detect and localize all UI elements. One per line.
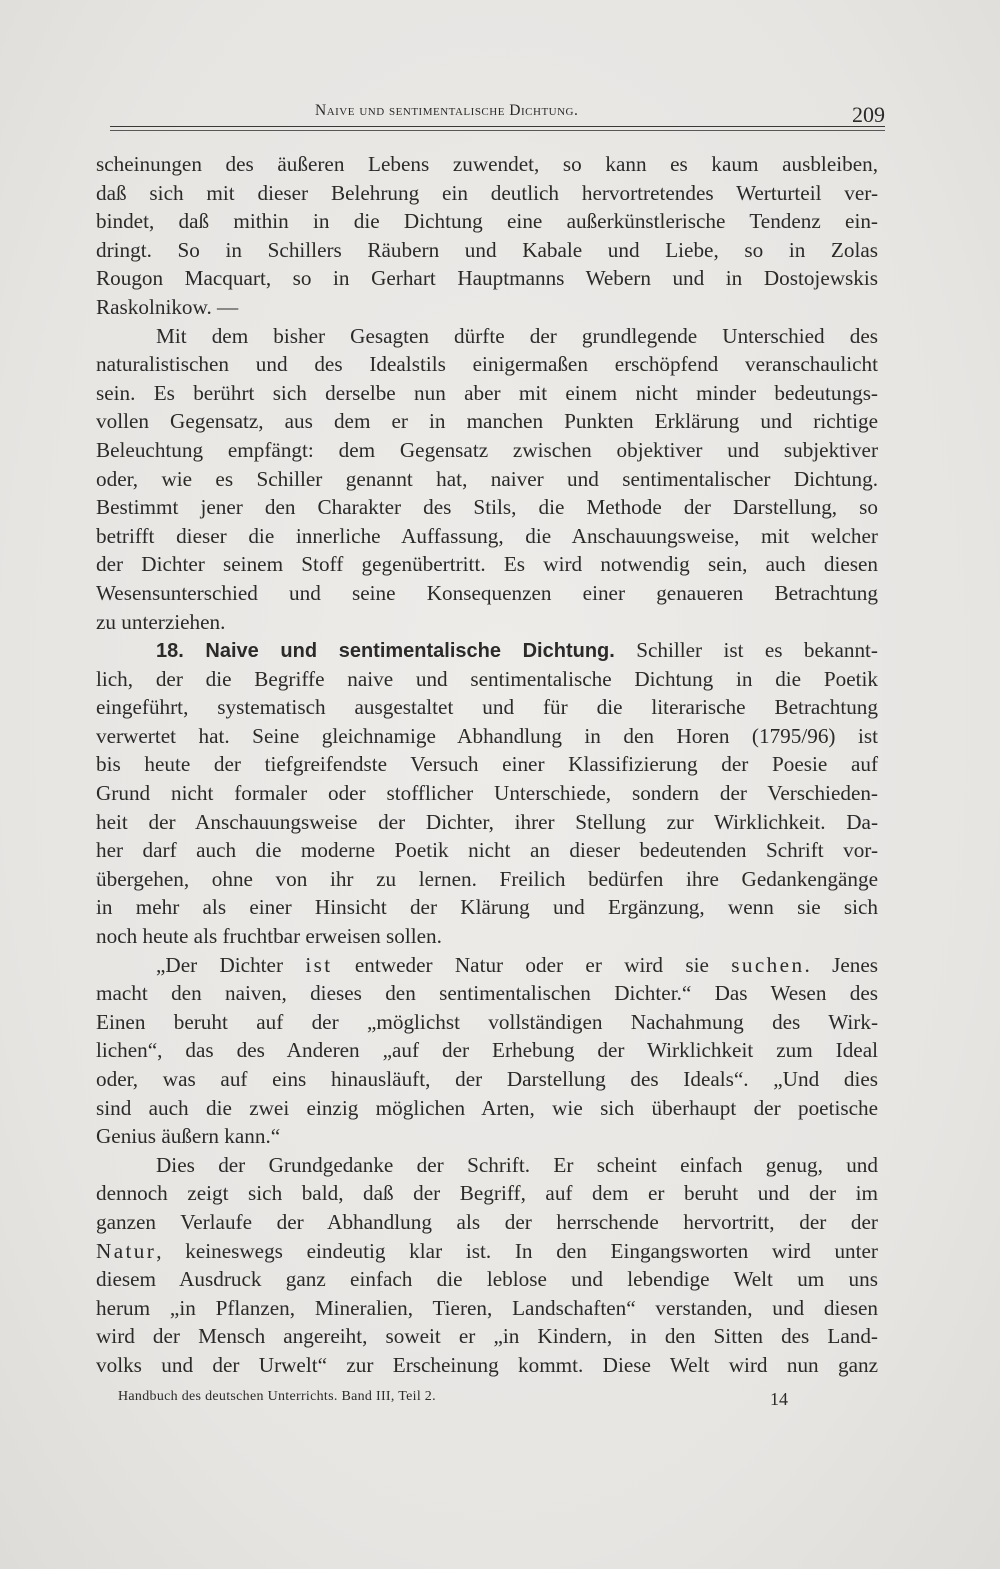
page-number: 209 bbox=[852, 102, 885, 127]
text-line: Wesensunterschied und seine Konsequenzen einer genaueren Betrachtung bbox=[96, 580, 878, 605]
text-line: vollen Gegensatz, aus dem er in manchen Punkten Erklärung und richtige bbox=[96, 409, 878, 434]
text-line: sind auch die zwei einzig möglichen Arten, wie sich überhaupt der poetische bbox=[96, 1095, 878, 1120]
section-heading: 18. Naive und sentimentalische Dichtung. bbox=[156, 640, 615, 663]
text-line: der Dichter seinem Stoff gegenübertritt. Es wird notwendig sein, auch diesen bbox=[96, 552, 878, 577]
section-heading-rest: Schiller ist es bekannt- bbox=[614, 638, 878, 663]
text-line: diesem Ausdruck ganz einfach die leblose und lebendige Welt um uns bbox=[96, 1267, 878, 1292]
text-line: bis heute der tiefgreifendste Versuch einer Klassifizierung der Poesie auf bbox=[96, 752, 878, 777]
text-line: oder, wie es Schiller genannt hat, naiver und sentimentalischer Dichtung. bbox=[96, 466, 878, 491]
section-heading-line bbox=[96, 636, 878, 665]
text-line: volks und der Urwelt“ zur Erscheinung kommt. Diese Welt wird nun ganz bbox=[96, 1352, 878, 1377]
text-line: heit der Anschauungsweise der Dichter, ihrer Stellung zur Wirklichkeit. Da- bbox=[96, 809, 878, 834]
text-line: Genius äußern kann.“ bbox=[96, 1124, 281, 1149]
text-line: daß sich mit dieser Belehrung ein deutlich hervortretendes Werturteil ver- bbox=[96, 180, 878, 205]
text-line: Raskolnikow. — bbox=[96, 294, 239, 319]
text-line: lichen“, das des Anderen „auf der Erhebung der Wirklichkeit zum Ideal bbox=[96, 1038, 878, 1063]
header-rule-secondary bbox=[110, 130, 885, 131]
text-line: bindet, daß mithin in die Dichtung eine außerkünstlerische Tendenz ein- bbox=[96, 209, 878, 234]
text-line: Bestimmt jener den Charakter des Stils, die Methode der Darstellung, so bbox=[96, 495, 878, 520]
quote-text: entweder Natur oder er wird sie bbox=[332, 952, 732, 977]
text-line: noch heute als fruchtbar erweisen sollen. bbox=[96, 924, 442, 949]
text-line: ganzen Verlaufe der Abhandlung als der herrschende hervortritt, der der bbox=[96, 1209, 878, 1234]
quote-text: . Jenes bbox=[804, 952, 878, 977]
text-line: lich, der die Begriffe naive und sentimentalische Dichtung in die Poetik bbox=[96, 666, 878, 691]
text-line: sein. Es berührt sich derselbe nun aber mit einem nicht minder bedeutungs- bbox=[96, 380, 878, 405]
text-line: Einen beruht auf der „möglichst vollständigen Nachahmung des Wirk- bbox=[96, 1009, 878, 1034]
page-footer bbox=[118, 1389, 798, 1413]
text-line: dennoch zeigt sich bald, daß der Begriff, auf dem er beruht und der im bbox=[96, 1181, 878, 1206]
text-line: wird der Mensch angereiht, soweit er „in Kindern, in den Sitten des Land- bbox=[96, 1324, 878, 1349]
spaced-word: ist bbox=[305, 952, 333, 977]
text-line: Rougon Macquart, so in Gerhart Hauptmanns Webern und in Dostojewskis bbox=[96, 266, 878, 291]
quote-line bbox=[96, 951, 878, 980]
natur-line bbox=[96, 1237, 878, 1266]
text-line: übergehen, ohne von ihr zu lernen. Freilich bedürfen ihre Gedankengänge bbox=[96, 866, 878, 891]
spaced-word: suchen bbox=[731, 952, 805, 977]
body-text bbox=[96, 150, 878, 1380]
natur-line-text: , keineswegs eindeutig klar ist. In den Eingangsworten wird unter bbox=[156, 1238, 878, 1263]
running-title: Naive und sentimentalische Dichtung. bbox=[315, 102, 579, 119]
text-line: scheinungen des äußeren Lebens zuwendet, so kann es kaum ausbleiben, bbox=[96, 152, 878, 176]
spaced-word: Natur bbox=[96, 1238, 157, 1263]
text-line: naturalistischen und des Idealstils einigermaßen erschöpfend veranschaulicht bbox=[96, 352, 878, 377]
header-rule bbox=[110, 126, 885, 127]
text-line: dringt. So in Schillers Räubern und Kabale und Liebe, so in Zolas bbox=[96, 237, 878, 262]
text-line: in mehr als einer Hinsicht der Klärung und Ergänzung, wenn sie sich bbox=[96, 895, 878, 920]
signature-mark: 14 bbox=[770, 1389, 788, 1409]
text-line: Mit dem bisher Gesagten dürfte der grundlegende Unterschied des bbox=[156, 323, 878, 348]
text-line: verwertet hat. Seine gleichnamige Abhandlung in den Horen (1795/96) ist bbox=[96, 723, 878, 748]
text-line: eingeführt, systematisch ausgestaltet und für die literarische Betrachtung bbox=[96, 695, 878, 720]
text-line: betrifft dieser die innerliche Auffassung, die Anschauungsweise, mit welcher bbox=[96, 523, 878, 548]
text-line: Grund nicht formaler oder stofflicher Unterschiede, sondern der Verschieden- bbox=[96, 781, 878, 806]
footer-text: Handbuch des deutschen Unterrichts. Band III, Teil 2. bbox=[118, 1389, 436, 1404]
text-line: zu unterziehen. bbox=[96, 609, 226, 634]
quote-text: „Der Dichter bbox=[156, 952, 306, 977]
text-line: herum „in Pflanzen, Mineralien, Tieren, Landschaften“ verstanden, und diesen bbox=[96, 1295, 878, 1320]
text-line: her darf auch die moderne Poetik nicht an dieser bedeutenden Schrift vor- bbox=[96, 838, 878, 863]
text-line: Dies der Grundgedanke der Schrift. Er scheint einfach genug, und bbox=[156, 1152, 878, 1177]
text-line: Beleuchtung empfängt: dem Gegensatz zwischen objektiver und subjektiver bbox=[96, 437, 878, 462]
text-line: oder, was auf eins hinausläuft, der Darstellung des Ideals“. „Und dies bbox=[96, 1067, 878, 1091]
text-line: macht den naiven, dieses den sentimentalischen Dichter.“ Das Wesen des bbox=[96, 981, 878, 1006]
